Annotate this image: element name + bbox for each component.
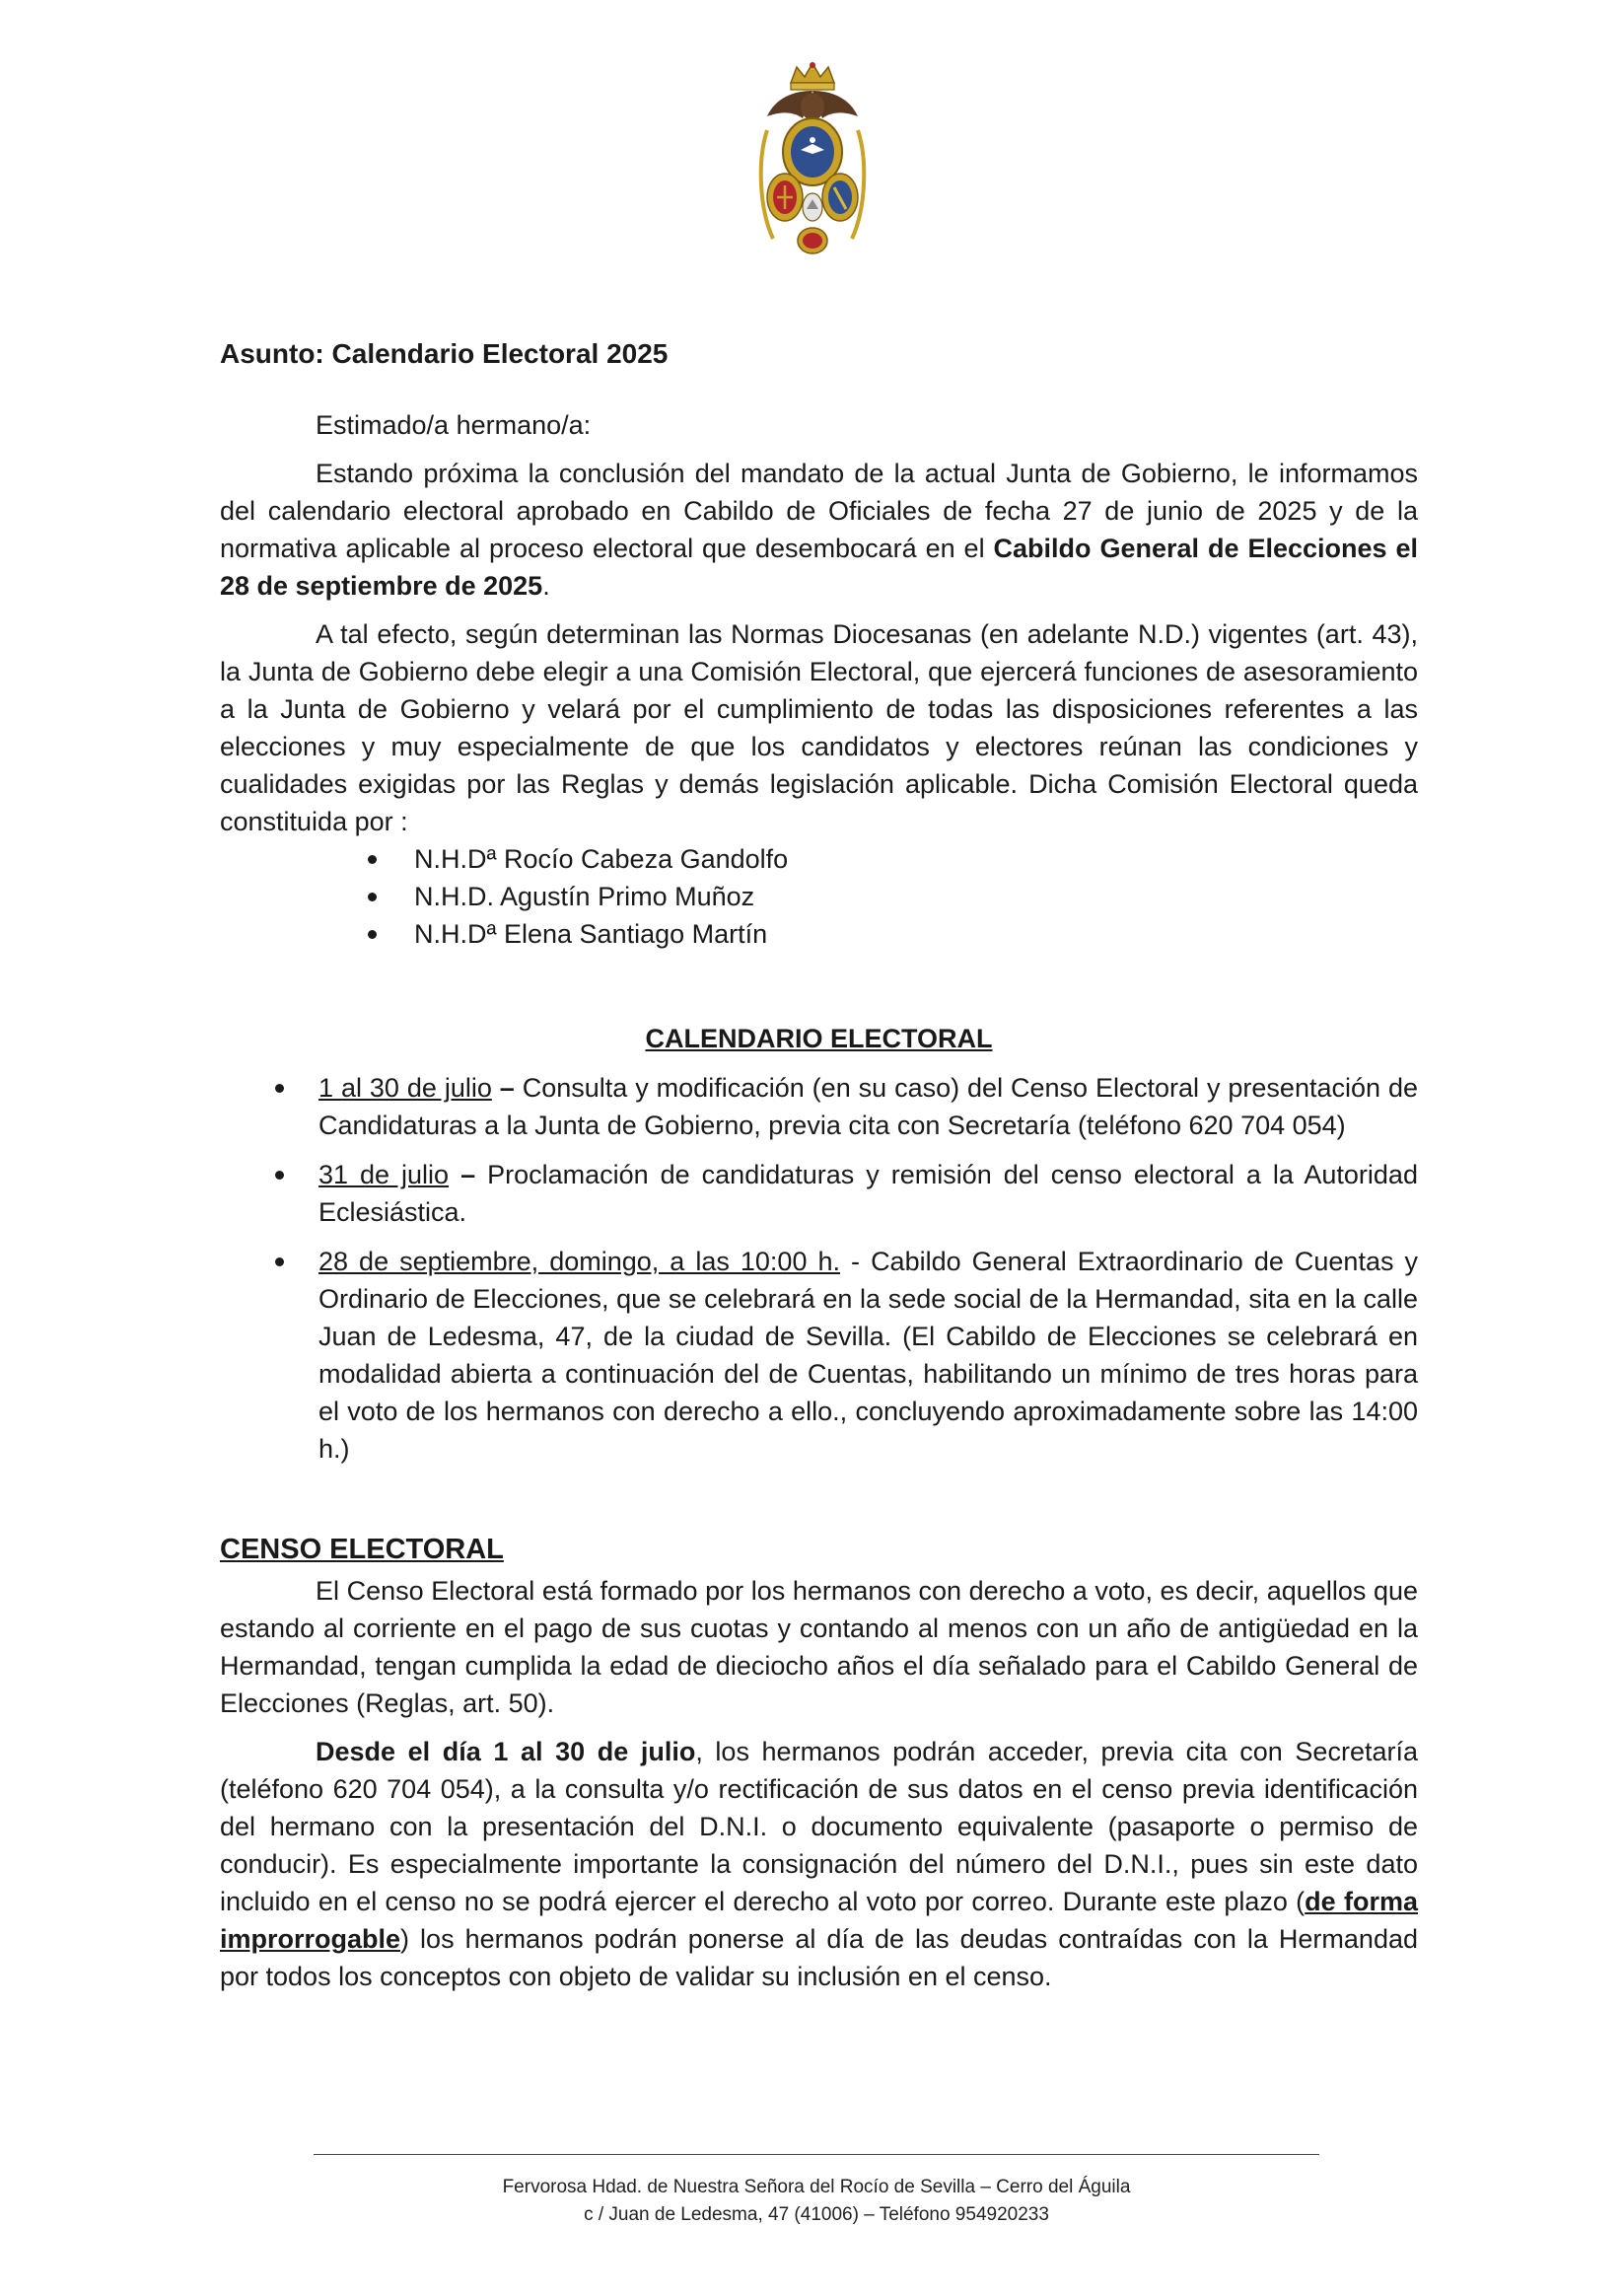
brotherhood-crest-emblem (753, 61, 872, 263)
list-item: N.H.Dª Elena Santiago Martín (368, 915, 1418, 953)
intro-bold-text: Cabildo General de Elecciones el 28 de septiembre de 2025 (220, 534, 1418, 601)
calendar-item (318, 1243, 1418, 1468)
censo-bold-date: Desde el día 1 al 30 de julio (316, 1737, 696, 1766)
censo-title: CENSO ELECTORAL (220, 1534, 504, 1565)
calendar-item-text: Consulta y modificación (en su caso) del Censo Electoral y presentación de Candidaturas a la Junta de Gobierno, previa cita con Secretaría (teléfono 620 704 054) (318, 1073, 1418, 1140)
letter-body (220, 335, 1418, 1995)
calendar-item-date: 1 al 30 de julio (318, 1073, 492, 1103)
censo-paragraph-1: El Censo Electoral está formado por los hermanos con derecho a voto, es decir, aquellos que estando al corriente en el pago de sus cuotas y contando al menos con un año de antigüedad en la Hermandad, tengan cumplida la edad de dieciocho años el día señalado para el Cabildo General de Elecciones (Reglas, art. 50). (220, 1576, 1418, 1718)
calendar-item-date: 31 de julio (318, 1160, 450, 1189)
intro-paragraph (220, 455, 1418, 605)
censo-bold-underline: de forma improrrogable (220, 1887, 1418, 1954)
eagle-icon (767, 91, 858, 120)
calendar-item-text: Proclamación de candidaturas y remisión del censo electoral a la Autoridad Eclesiástica. (318, 1160, 1418, 1227)
commission-members-list (220, 840, 1418, 953)
censo-paragraph-2 (220, 1733, 1418, 1995)
calendar-item-text: Cabildo General Extraordinario de Cuentas y Ordinario de Elecciones, que se celebrará en la sede social de la Hermandad, sita en la calle Juan de Ledesma, 47, de la ciudad de Sevilla. (El Cabildo de Elecciones se celebrará en modalidad abierta a continuación del de Cuentas, habilitando un mínimo de tres horas para el voto de los hermanos con derecho a ello., concluyendo aproximadamente sobre las 14:00 h.) (318, 1247, 1418, 1464)
censo-text-1: , los hermanos podrán acceder, previa cita con Secretaría (teléfono 620 704 054), a la consulta y/o rectificación de sus datos en el censo previa identificación del hermano con la presentación del D.N.I. o documento equivalente (pasaporte o permiso de conducir). Es especialmente importante la consignación del número del D.N.I., pues sin este dato incluido en el censo no se podrá ejercer el derecho al voto por correo. Durante este plazo ( (220, 1737, 1418, 1916)
calendar-item-date: 28 de septiembre, domingo, a las 10:00 h. (318, 1247, 841, 1276)
calendar-list (220, 1069, 1418, 1468)
calendar-item (318, 1156, 1418, 1231)
list-item: N.H.Dª Rocío Cabeza Gandolfo (368, 840, 1418, 878)
footer-line-1: Fervorosa Hdad. de Nuestra Señora del Rocío de Sevilla – Cerro del Águila (502, 2177, 1131, 2197)
footer-divider (314, 2154, 1319, 2155)
subject-heading: Asunto: Calendario Electoral 2025 (220, 338, 669, 369)
calendar-item-separator: – (491, 1073, 523, 1103)
calendar-item-separator: - (840, 1247, 872, 1276)
censo-text-2: ) los hermanos podrán ponerse al día de las deudas contraídas con la Hermandad por todos los conceptos con objeto de validar su inclusión en el censo. (220, 1924, 1418, 1991)
intro-end: . (542, 571, 550, 601)
calendar-item-separator: – (449, 1160, 488, 1189)
greeting: Estimado/a hermano/a: (316, 410, 592, 440)
footer (314, 2174, 1319, 2229)
crown-icon (791, 62, 834, 90)
calendar-title: CALENDARIO ELECTORAL (645, 1024, 993, 1053)
intro-text: Estando próxima la conclusión del mandato de la actual Junta de Gobierno, le informamos del calendario electoral aprobado en Cabildo de Oficiales de fecha 27 de junio de 2025 y de la normativa aplicable al proceso electoral que desembocará en el (220, 459, 1418, 563)
list-item: N.H.D. Agustín Primo Muñoz (368, 878, 1418, 915)
footer-line-2: c / Juan de Ledesma, 47 (41006) – Teléfono 954920233 (584, 2204, 1049, 2225)
calendar-item (318, 1069, 1418, 1144)
commission-paragraph: A tal efecto, según determinan las Normas Diocesanas (en adelante N.D.) vigentes (art. 43), la Junta de Gobierno debe elegir a una Comisión Electoral, que ejercerá funciones de asesoramiento a la Junta de Gobierno y velará por el cumplimiento de todas las disposiciones referentes a las elecciones y muy especialmente de que los candidatos y electores reúnan las condiciones y cualidades exigidas por las Reglas y demás legislación aplicable. Dicha Comisión Electoral queda constituida por : (220, 619, 1418, 836)
